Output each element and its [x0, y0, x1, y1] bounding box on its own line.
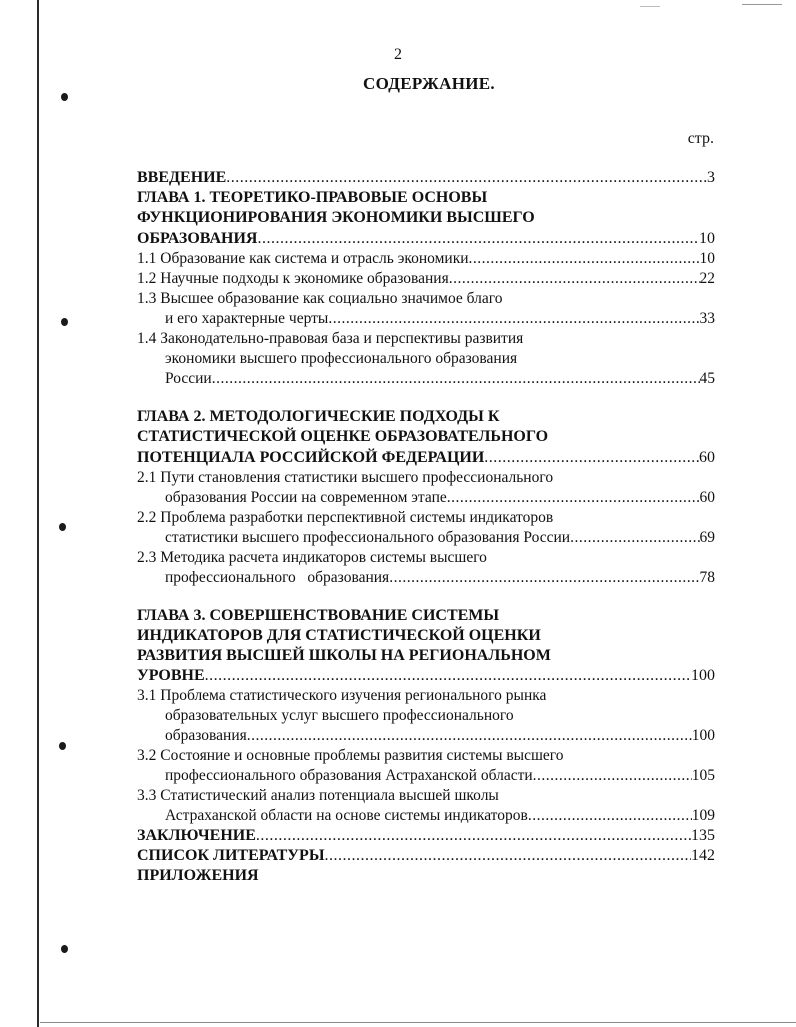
- toc-page-number: 22: [699, 270, 715, 287]
- scan-edge-line: [37, 0, 39, 1027]
- toc-entry-chapter-3[interactable]: УРОВНЕ ..... 100: [137, 666, 715, 686]
- toc-page-number: 100: [691, 667, 715, 684]
- toc-chapter-2-title[interactable]: ГЛАВА 2. МЕТОДОЛОГИЧЕСКИЕ ПОДХОДЫ К: [137, 408, 500, 425]
- toc-entry-intro[interactable]: ВВЕДЕНИЕ ..... 3: [137, 168, 715, 188]
- toc-entry-2-3[interactable]: профессионального образования ..... 78: [137, 568, 715, 588]
- toc-page-number: 10: [699, 250, 715, 267]
- scan-mark: [640, 6, 660, 7]
- toc-page-number: 100: [691, 727, 715, 744]
- toc-entry-chapter-1[interactable]: ОБРАЗОВАНИЯ ..... 10: [137, 229, 715, 249]
- toc-entry-3-1[interactable]: образовательных услуг высшего профессионального: [165, 707, 514, 724]
- toc-page-number: 78: [699, 569, 715, 586]
- toc-entry-3-3[interactable]: Астраханской области на основе системы индикаторов ..... 109: [137, 806, 715, 826]
- toc-page-number: 105: [691, 767, 715, 784]
- binder-hole-icon: [59, 742, 66, 750]
- toc-entry-2-1[interactable]: образования России на современном этапе ..... 60: [137, 488, 715, 508]
- toc-entry-2-2[interactable]: 2.2 Проблема разработки перспективной системы индикаторов: [137, 509, 554, 526]
- toc-entry-2-3[interactable]: 2.3 Методика расчета индикаторов системы высшего: [137, 549, 487, 566]
- toc-entry-bibliography[interactable]: СПИСОК ЛИТЕРАТУРЫ ..... 142: [137, 846, 715, 866]
- toc-entry-chapter-2[interactable]: ПОТЕНЦИАЛА РОССИЙСКОЙ ФЕДЕРАЦИИ ..... 60: [137, 448, 715, 468]
- binder-hole-icon: [61, 318, 68, 326]
- toc-page-number: 3: [707, 169, 715, 186]
- toc-chapter-3-title[interactable]: ГЛАВА 3. СОВЕРШЕНСТВОВАНИЕ СИСТЕМЫ: [137, 607, 500, 624]
- binder-hole-icon: [59, 523, 66, 531]
- toc-entry-1-4[interactable]: экономики высшего профессионального образования: [165, 350, 518, 367]
- scan-bottom-line: [40, 1022, 796, 1023]
- toc-entry-3-1[interactable]: образования ..... 100: [137, 726, 715, 746]
- toc-page-number: 109: [691, 807, 715, 824]
- toc-entry-1-2[interactable]: 1.2 Научные подходы к экономике образования ..... 22: [137, 269, 715, 289]
- page-column-label: стр.: [687, 130, 714, 147]
- toc-page-number: 135: [691, 827, 715, 844]
- toc-entry-1-3[interactable]: 1.3 Высшее образование как социально значимое благо: [137, 290, 503, 307]
- toc-page-number: 10: [699, 230, 715, 247]
- toc-page-number: 45: [699, 370, 715, 387]
- toc-page-number: 60: [699, 449, 715, 466]
- toc-page-number: 60: [699, 489, 715, 506]
- toc-chapter-1-title[interactable]: ГЛАВА 1. ТЕОРЕТИКО-ПРАВОВЫЕ ОСНОВЫ: [137, 189, 488, 206]
- toc-chapter-1-title[interactable]: ФУНКЦИОНИРОВАНИЯ ЭКОНОМИКИ ВЫСШЕГО: [137, 209, 535, 226]
- toc-page-number: 33: [699, 310, 715, 327]
- page-number: 2: [394, 46, 402, 63]
- toc-entry-1-3[interactable]: и его характерные черты ..... 33: [137, 309, 715, 329]
- toc-chapter-2-title[interactable]: СТАТИСТИЧЕСКОЙ ОЦЕНКЕ ОБРАЗОВАТЕЛЬНОГО: [137, 428, 549, 445]
- toc-entry-1-4[interactable]: России ..... 45: [137, 369, 715, 389]
- toc-entry-2-1[interactable]: 2.1 Пути становления статистики высшего профессионального: [137, 469, 554, 486]
- toc-entry-3-3[interactable]: 3.3 Статистический анализ потенциала высшей школы: [137, 787, 499, 804]
- toc-chapter-3-title[interactable]: РАЗВИТИЯ ВЫСШЕЙ ШКОЛЫ НА РЕГИОНАЛЬНОМ: [137, 647, 551, 664]
- toc-entry-conclusion[interactable]: ЗАКЛЮЧЕНИЕ ..... 135: [137, 826, 715, 846]
- toc-entry-1-4[interactable]: 1.4 Законодательно-правовая база и перспективы развития: [137, 330, 524, 347]
- toc-page-number: 69: [699, 529, 715, 546]
- toc-entry-2-2[interactable]: статистики высшего профессионального образования России ..... 69: [137, 528, 715, 548]
- toc-entry-3-2[interactable]: профессионального образования Астраханской области ..... 105: [137, 766, 715, 786]
- scan-mark: [742, 4, 782, 5]
- toc-entry-appendices[interactable]: ПРИЛОЖЕНИЯ: [137, 867, 259, 884]
- toc-entry-3-1[interactable]: 3.1 Проблема статистического изучения регионального рынка: [137, 687, 547, 704]
- binder-hole-icon: [61, 945, 68, 953]
- toc-entry-3-2[interactable]: 3.2 Состояние и основные проблемы развития системы высшего: [137, 747, 564, 764]
- toc-page-number: 142: [691, 847, 715, 864]
- binder-hole-icon: [61, 93, 68, 101]
- toc-entry-1-1[interactable]: 1.1 Образование как система и отрасль экономики ..... 10: [137, 249, 715, 269]
- page-title: СОДЕРЖАНИЕ.: [363, 74, 495, 93]
- toc-chapter-3-title[interactable]: ИНДИКАТОРОВ ДЛЯ СТАТИСТИЧЕСКОЙ ОЦЕНКИ: [137, 627, 541, 644]
